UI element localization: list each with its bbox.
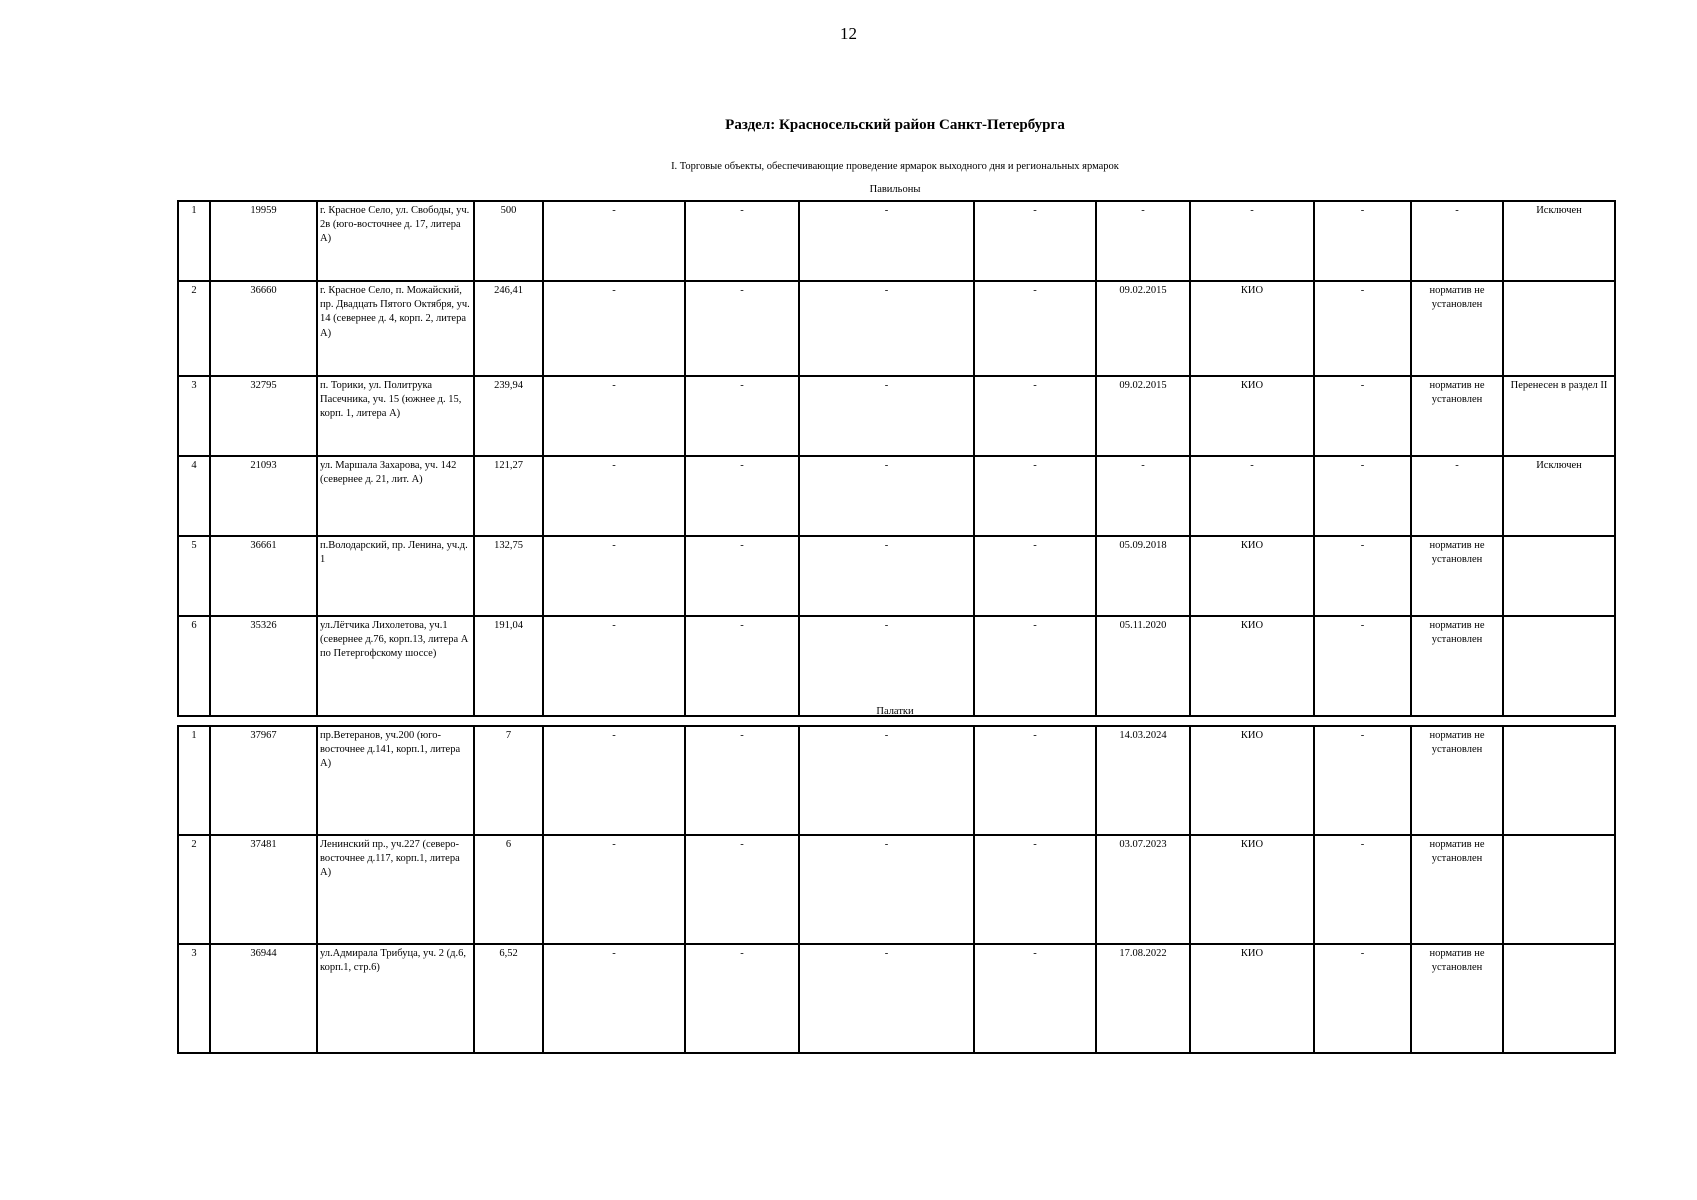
- tents-table: [177, 725, 1616, 1054]
- row-number: 2: [178, 281, 210, 376]
- cell-col7: -: [799, 726, 974, 835]
- cell-note: [1503, 616, 1615, 716]
- object-id: 36944: [210, 944, 317, 1053]
- object-id: 32795: [210, 376, 317, 456]
- cell-col7: -: [799, 456, 974, 536]
- cell-col5: -: [543, 726, 685, 835]
- row-number: 1: [178, 201, 210, 281]
- cell-col11: -: [1314, 944, 1411, 1053]
- row-number: 5: [178, 536, 210, 616]
- cell-col6: -: [685, 536, 799, 616]
- cell-norm: норматив не установлен: [1411, 616, 1503, 716]
- cell-col6: -: [685, 376, 799, 456]
- cell-col5: -: [543, 456, 685, 536]
- table-row: [178, 944, 1615, 1053]
- cell-col6: -: [685, 944, 799, 1053]
- table-row: [178, 835, 1615, 944]
- cell-col6: -: [685, 726, 799, 835]
- cell-col5: -: [543, 536, 685, 616]
- cell-col8: -: [974, 616, 1096, 716]
- cell-col6: -: [685, 835, 799, 944]
- row-number: 3: [178, 376, 210, 456]
- object-id: 19959: [210, 201, 317, 281]
- object-address: г. Красное Село, ул. Свободы, уч. 2в (юго-восточнее д. 17, литера А): [317, 201, 474, 281]
- cell-col11: -: [1314, 835, 1411, 944]
- cell-norm: норматив не установлен: [1411, 536, 1503, 616]
- cell-norm: норматив не установлен: [1411, 376, 1503, 456]
- cell-col11: -: [1314, 281, 1411, 376]
- object-id: 21093: [210, 456, 317, 536]
- group-label-tents: Палатки: [876, 706, 914, 717]
- cell-note: [1503, 536, 1615, 616]
- cell-col7: -: [799, 281, 974, 376]
- cell-organization: КИО: [1190, 536, 1314, 616]
- cell-date: 14.03.2024: [1096, 726, 1190, 835]
- object-address: п.Володарский, пр. Ленина, уч.д. 1: [317, 536, 474, 616]
- cell-organization: КИО: [1190, 281, 1314, 376]
- object-address: п. Торики, ул. Политрука Пасечника, уч. 15 (южнее д. 15, корп. 1, литера А): [317, 376, 474, 456]
- cell-col8: -: [974, 726, 1096, 835]
- cell-col11: -: [1314, 726, 1411, 835]
- cell-date: 09.02.2015: [1096, 281, 1190, 376]
- row-number: 2: [178, 835, 210, 944]
- object-area: 6,52: [474, 944, 543, 1053]
- object-area: 6: [474, 835, 543, 944]
- cell-col7: -: [799, 376, 974, 456]
- object-address: Ленинский пр., уч.227 (северо-восточнее д.117, корп.1, литера А): [317, 835, 474, 944]
- object-area: 132,75: [474, 536, 543, 616]
- object-area: 239,94: [474, 376, 543, 456]
- row-number: 3: [178, 944, 210, 1053]
- cell-col7: -: [799, 201, 974, 281]
- cell-col5: -: [543, 376, 685, 456]
- page-number: 12: [840, 24, 857, 43]
- cell-col7: -: [799, 616, 974, 716]
- object-id: 36661: [210, 536, 317, 616]
- cell-date: 05.09.2018: [1096, 536, 1190, 616]
- cell-col5: -: [543, 281, 685, 376]
- cell-organization: КИО: [1190, 376, 1314, 456]
- object-area: 246,41: [474, 281, 543, 376]
- cell-norm: норматив не установлен: [1411, 944, 1503, 1053]
- object-area: 500: [474, 201, 543, 281]
- object-address: ул.Лётчика Лихолетова, уч.1 (севернее д.76, корп.13, литера А по Петергофскому шоссе): [317, 616, 474, 716]
- cell-col8: -: [974, 944, 1096, 1053]
- table-row: [178, 726, 1615, 835]
- cell-col5: -: [543, 616, 685, 716]
- object-address: ул. Маршала Захарова, уч. 142 (севернее д. 21, лит. А): [317, 456, 474, 536]
- object-address: пр.Ветеранов, уч.200 (юго-восточнее д.141, корп.1, литера А): [317, 726, 474, 835]
- object-id: 36660: [210, 281, 317, 376]
- cell-col8: -: [974, 835, 1096, 944]
- cell-date: 03.07.2023: [1096, 835, 1190, 944]
- cell-col8: -: [974, 376, 1096, 456]
- object-area: 7: [474, 726, 543, 835]
- object-area: 191,04: [474, 616, 543, 716]
- table-row: [178, 616, 1615, 716]
- object-area: 121,27: [474, 456, 543, 536]
- cell-col7: -: [799, 944, 974, 1053]
- table-row: [178, 376, 1615, 456]
- cell-norm: норматив не установлен: [1411, 726, 1503, 835]
- cell-date: -: [1096, 456, 1190, 536]
- row-number: 4: [178, 456, 210, 536]
- cell-col11: -: [1314, 456, 1411, 536]
- object-address: ул.Адмирала Трибуца, уч. 2 (д.6, корп.1, стр.6): [317, 944, 474, 1053]
- cell-note: [1503, 726, 1615, 835]
- cell-norm: -: [1411, 201, 1503, 281]
- cell-col7: -: [799, 835, 974, 944]
- row-number: 6: [178, 616, 210, 716]
- cell-col6: -: [685, 456, 799, 536]
- cell-date: 05.11.2020: [1096, 616, 1190, 716]
- cell-organization: КИО: [1190, 616, 1314, 716]
- cell-col5: -: [543, 201, 685, 281]
- cell-organization: -: [1190, 201, 1314, 281]
- group-label-pavilions: Павильоны: [869, 184, 921, 195]
- table-row: [178, 281, 1615, 376]
- cell-norm: -: [1411, 456, 1503, 536]
- cell-note: [1503, 944, 1615, 1053]
- cell-col7: -: [799, 536, 974, 616]
- section-subtitle: I. Торговые объекты, обеспечивающие проведение ярмарок выходного дня и региональных ярмарок: [671, 161, 1119, 172]
- cell-note: [1503, 835, 1615, 944]
- cell-col8: -: [974, 536, 1096, 616]
- cell-col6: -: [685, 201, 799, 281]
- cell-col6: -: [685, 281, 799, 376]
- cell-note: Исключен: [1503, 201, 1615, 281]
- cell-col8: -: [974, 456, 1096, 536]
- cell-norm: норматив не установлен: [1411, 281, 1503, 376]
- cell-organization: -: [1190, 456, 1314, 536]
- cell-col6: -: [685, 616, 799, 716]
- cell-date: 09.02.2015: [1096, 376, 1190, 456]
- cell-col8: -: [974, 201, 1096, 281]
- row-number: 1: [178, 726, 210, 835]
- cell-col5: -: [543, 944, 685, 1053]
- cell-col8: -: [974, 281, 1096, 376]
- table-row: [178, 536, 1615, 616]
- cell-note: [1503, 281, 1615, 376]
- cell-organization: КИО: [1190, 944, 1314, 1053]
- object-id: 37481: [210, 835, 317, 944]
- cell-col11: -: [1314, 536, 1411, 616]
- object-id: 37967: [210, 726, 317, 835]
- cell-col5: -: [543, 835, 685, 944]
- cell-organization: КИО: [1190, 726, 1314, 835]
- cell-organization: КИО: [1190, 835, 1314, 944]
- cell-date: -: [1096, 201, 1190, 281]
- section-title: Раздел: Красносельский район Санкт-Петербурга: [725, 117, 1065, 133]
- cell-date: 17.08.2022: [1096, 944, 1190, 1053]
- cell-col11: -: [1314, 201, 1411, 281]
- object-address: г. Красное Село, п. Можайский, пр. Двадцать Пятого Октября, уч. 14 (севернее д. 4, корп. 2, литера А): [317, 281, 474, 376]
- cell-norm: норматив не установлен: [1411, 835, 1503, 944]
- table-row: [178, 456, 1615, 536]
- pavilions-table: [177, 200, 1616, 717]
- cell-col11: -: [1314, 616, 1411, 716]
- cell-note: Перенесен в раздел II: [1503, 376, 1615, 456]
- table-row: [178, 201, 1615, 281]
- cell-note: Исключен: [1503, 456, 1615, 536]
- cell-col11: -: [1314, 376, 1411, 456]
- object-id: 35326: [210, 616, 317, 716]
